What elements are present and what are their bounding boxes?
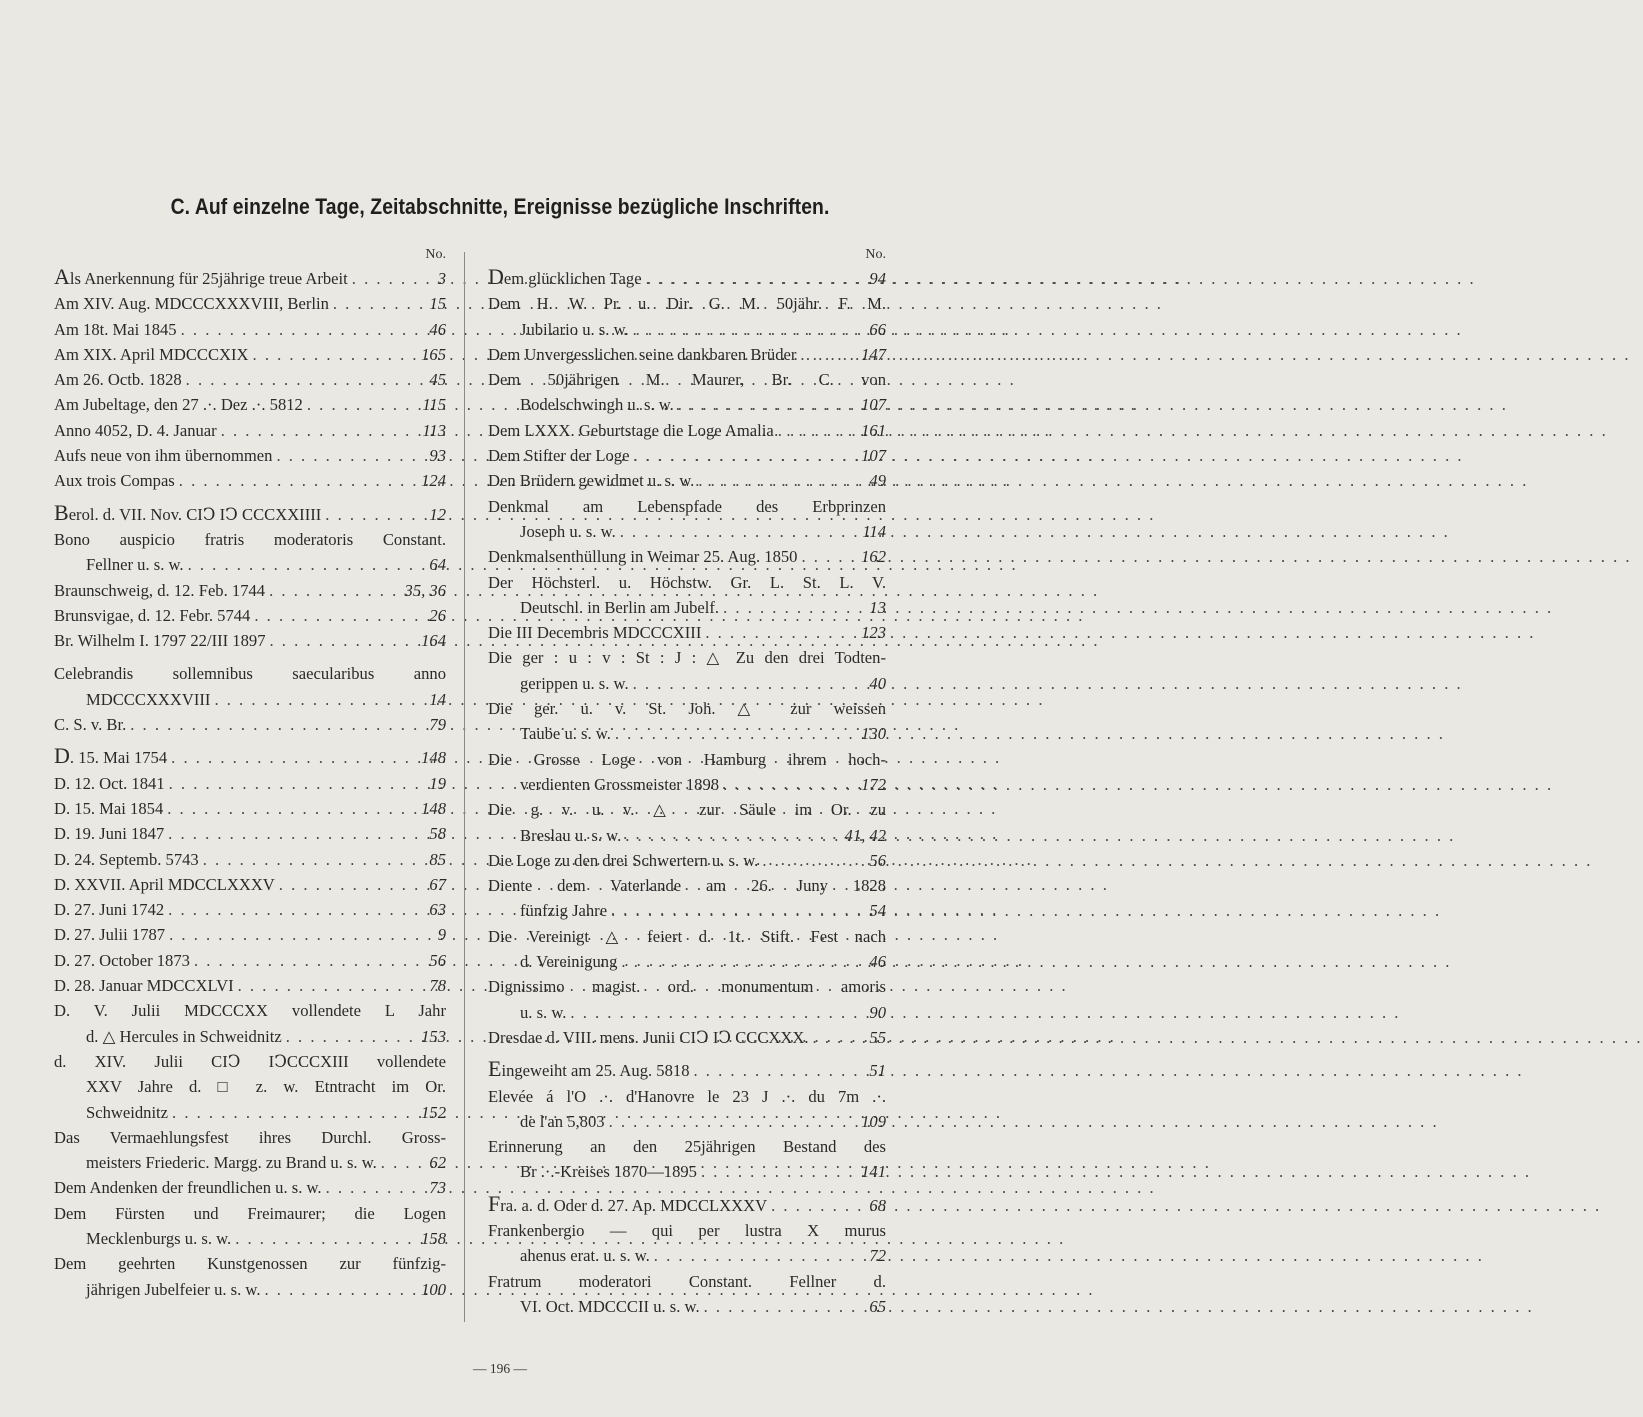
entry-text: Die g. v. u. v. △ zur Säule im Or. zu [488, 800, 886, 820]
index-entry [488, 1025, 886, 1050]
entry-text: D. 27. October 1873 [54, 950, 190, 970]
entry-text: VI. Oct. MDCCCII u. s. w. [520, 1296, 700, 1316]
entry-text: Die III Decembris MDCCCXIII [488, 623, 702, 643]
entry-text: Dem Andenken der freundlichen u. s. w. [54, 1178, 322, 1198]
entry-text: Braunschweig, d. 12. Feb. 1744 [54, 580, 266, 600]
leader-dots [621, 949, 856, 974]
index-entry [54, 342, 446, 367]
leader-dots [609, 1109, 856, 1134]
index-entry [54, 1251, 446, 1302]
leader-dots [254, 603, 416, 628]
entry-text: Dem 50jährigen M. Maurer, Br. C. von [488, 370, 886, 390]
leader-dots [270, 628, 417, 653]
letter-group-gap [54, 737, 446, 745]
leader-dots [704, 1294, 856, 1319]
entry-number: 161 [861, 420, 886, 440]
leader-dots [181, 317, 416, 342]
entry-text: d. Vereinigung [520, 952, 618, 972]
entry-number: 56 [429, 950, 446, 970]
leader-dots [723, 772, 856, 797]
index-entry [54, 771, 446, 796]
leader-dots [238, 973, 416, 998]
entry-text: Bono auspicio fratris moderatoris Constant. [54, 529, 446, 549]
leader-dots [130, 712, 416, 737]
index-entry [54, 712, 446, 737]
entry-number: 13 [869, 597, 886, 617]
entry-text: Deutschl. in Berlin am Jubelf. [520, 597, 720, 617]
entry-text: Dignissimo magist. ord. monumentum amoris [488, 977, 886, 997]
entry-text: Joseph u. s. w. [520, 521, 616, 541]
index-entry [54, 443, 446, 468]
index-entry [54, 745, 446, 770]
letter-group-gap [488, 1185, 886, 1193]
entry-number: 72 [869, 1246, 886, 1266]
leader-dots [654, 1243, 856, 1268]
entry-number: 58 [429, 824, 446, 844]
leader-dots [625, 823, 840, 848]
entry-number: 148 [421, 798, 446, 818]
entry-number: 107 [861, 446, 886, 466]
entry-text: Denkmal am Lebenspfade des Erbprinzen [488, 496, 886, 516]
leader-dots [179, 468, 416, 493]
leader-dots [168, 897, 416, 922]
index-entry [488, 924, 886, 975]
entry-text: D. 27. Julii 1787 [54, 925, 166, 945]
entry-text: Frankenbergio — qui per lustra X murus [488, 1220, 886, 1240]
entry-text: D. 15. Mai 1854 [54, 798, 164, 818]
entry-text: Dem Fürsten und Freimaurer; die Logen [54, 1203, 446, 1223]
index-entry [488, 367, 886, 418]
entry-number: 65 [869, 1296, 886, 1316]
entry-text: fünfzig Jahre [520, 901, 608, 921]
index-entry [488, 1058, 886, 1083]
entry-text: Denkmalsenthüllung in Weimar 25. Aug. 1850 [488, 547, 798, 567]
index-entry [54, 922, 446, 947]
entry-text: Die Vereinigt △ feiert d. 1t. Stift. Fest nach [488, 926, 886, 946]
entry-number: 41, 42 [844, 825, 886, 845]
leader-dots [326, 1175, 416, 1200]
index-entry [54, 1125, 446, 1176]
entry-number: 90 [869, 1002, 886, 1022]
entry-text: Berol. d. VII. Nov. CIↃ IↃ CCCXXIIII [54, 499, 322, 525]
entry-text: D. 27. Juni 1742 [54, 900, 165, 920]
entry-number: 66 [869, 319, 886, 339]
entry-number: 3 [437, 269, 446, 288]
entry-list [488, 266, 886, 1319]
entry-text: Fra. a. d. Oder d. 27. Ap. MDCCLXXXV [488, 1190, 768, 1216]
index-entry [54, 1201, 446, 1252]
leader-dots [169, 771, 416, 796]
leader-dots [203, 847, 416, 872]
entry-number: 73 [429, 1178, 446, 1198]
leader-dots [800, 342, 856, 367]
index-entry [54, 266, 446, 291]
entry-number: 162 [861, 547, 886, 567]
entry-text: verdienten Grossmeister 1898 [520, 774, 720, 794]
index-entry [488, 443, 886, 468]
entry-text: Breslau u. s. w. [520, 825, 622, 845]
section-heading: C. Auf einzelne Tage, Zeitabschnitte, Ereignisse bezügliche Inschriften. [170, 194, 830, 219]
index-entry [54, 796, 446, 821]
entry-text: Dem glücklichen Tage [488, 264, 642, 289]
entry-text: d. XIV. Julii CIↃ IↃCCCXIII vollendete [54, 1051, 446, 1071]
leader-dots [701, 1159, 856, 1184]
index-entry [54, 661, 446, 712]
entry-number: 158 [421, 1228, 446, 1248]
entry-number: 64 [429, 555, 446, 575]
entry-number: 14 [429, 689, 446, 709]
index-entry [54, 1049, 446, 1125]
entry-number: 15 [429, 294, 446, 314]
leader-dots [633, 443, 856, 468]
entry-number: 152 [421, 1102, 446, 1122]
index-entry [488, 1218, 886, 1269]
entry-text: D. XXVII. April MDCCLXXXV [54, 874, 275, 894]
number-column-label: No. [865, 247, 886, 262]
index-entry [54, 973, 446, 998]
entry-text: Erinnerung an den 25jährigen Bestand des [488, 1137, 886, 1157]
entry-text: Am Jubeltage, den 27 .·. Dez .·. 5812 [54, 395, 303, 415]
entry-number: 63 [429, 900, 446, 920]
entry-number: 26 [429, 605, 446, 625]
entry-text: Fratrum moderatori Constant. Fellner d. [488, 1271, 886, 1291]
entry-text: Jubilario u. s. w. [520, 319, 629, 339]
entry-number: 79 [429, 715, 446, 735]
index-column-right [488, 244, 886, 1319]
entry-text: D. 15. Mai 1754 [54, 743, 168, 769]
entry-number: 141 [861, 1162, 886, 1182]
entry-text: Dresdae d. VIII. mens. Junii CIↃ IↃ CCCXXX. [488, 1027, 809, 1047]
letter-group-gap [54, 653, 446, 661]
index-entry [488, 1134, 886, 1185]
leader-dots [698, 468, 856, 493]
entry-text: d. △ Hercules in Schweidnitz [86, 1026, 282, 1046]
entry-text: Bodelschwingh u. s. w. [520, 395, 674, 415]
leader-dots [194, 948, 416, 973]
entry-number: 55 [869, 1027, 886, 1047]
entry-number: 115 [422, 395, 446, 415]
leader-dots [279, 872, 416, 897]
leader-dots [276, 443, 416, 468]
entry-text: Den Brüdern gewidmet u. s. w. [488, 471, 695, 491]
index-entry [488, 974, 886, 1025]
leader-dots [762, 848, 856, 873]
leader-dots [801, 544, 856, 569]
index-column-left [54, 244, 446, 1302]
entry-text: MDCCCXXXVIII [86, 689, 211, 709]
index-entry [54, 291, 446, 316]
page-number: — 196 — [473, 1361, 527, 1376]
leader-dots [307, 392, 416, 417]
entry-text: Am XIV. Aug. MDCCCXXXVIII, Berlin [54, 294, 329, 314]
entry-text: Die ger : u : v : St : J : △ Zu den drei Todten- [488, 648, 886, 668]
index-entry [54, 1175, 446, 1200]
leader-dots [333, 291, 416, 316]
leader-dots [646, 266, 856, 291]
entry-number: 130 [861, 724, 886, 744]
index-entry [488, 747, 886, 798]
leader-dots [221, 418, 416, 443]
index-entry [488, 544, 886, 569]
entry-text: Mecklenburgs u. s. w. [86, 1228, 232, 1248]
index-entry [54, 499, 446, 527]
leader-dots [813, 1025, 856, 1050]
index-entry [54, 847, 446, 872]
leader-dots [171, 745, 416, 770]
entry-number: 35, 36 [404, 580, 446, 600]
letter-group-gap [488, 1050, 886, 1058]
entry-number: 51 [869, 1061, 886, 1081]
index-entry [54, 603, 446, 628]
index-entry [54, 821, 446, 846]
leader-dots [620, 519, 856, 544]
entry-text: Dem H. W. Pr. u. Dir. G. M. 50jähr. F. M. [488, 294, 886, 314]
entry-number: 124 [421, 471, 446, 491]
leader-dots [286, 1024, 416, 1049]
entry-number: 68 [869, 1195, 886, 1215]
entry-text: ahenus erat. u. s. w. [520, 1246, 650, 1266]
index-entry [54, 527, 446, 578]
index-entry [488, 873, 886, 924]
entry-number: 94 [869, 269, 886, 288]
entry-text: Brunsvigae, d. 12. Febr. 5744 [54, 605, 251, 625]
index-entry [54, 468, 446, 493]
entry-number: 148 [421, 748, 446, 768]
leader-dots [214, 687, 416, 712]
entry-text: u. s. w. [520, 1002, 567, 1022]
entry-number: 67 [429, 874, 446, 894]
leader-dots [615, 721, 856, 746]
entry-number: 165 [421, 344, 446, 364]
entry-number: 172 [861, 774, 886, 794]
entry-number: 113 [422, 420, 446, 440]
entry-text: Dem Stifter der Loge [488, 446, 630, 466]
leader-dots [678, 392, 856, 417]
index-entry [488, 342, 886, 367]
leader-dots [169, 922, 416, 947]
entry-number: 114 [862, 521, 886, 541]
entry-number: 123 [861, 623, 886, 643]
entry-number: 153 [421, 1026, 446, 1046]
entry-number: 147 [861, 344, 886, 364]
entry-text: D. 24. Septemb. 5743 [54, 849, 199, 869]
index-entry [488, 696, 886, 747]
entry-number: 109 [861, 1111, 886, 1131]
entry-text: Elevée á l'O .·. d'Hanovre le 23 J .·. du 7m .·. [488, 1086, 886, 1106]
index-entry [54, 578, 446, 603]
entry-number: 93 [429, 446, 446, 466]
entry-text: Die Grosse Loge von Hamburg ihrem hoch- [488, 749, 886, 769]
entry-number: 12 [429, 504, 446, 524]
entry-list [54, 266, 446, 1302]
leader-dots [381, 1150, 416, 1175]
entry-text: Fellner u. s. w. [86, 555, 184, 575]
entry-number: 46 [429, 319, 446, 339]
index-entry [488, 266, 886, 291]
entry-text: jährigen Jubelfeier u. s. w. [86, 1279, 261, 1299]
entry-number: 164 [421, 631, 446, 651]
leader-dots [570, 1000, 856, 1025]
entry-number: 56 [869, 850, 886, 870]
leader-dots [771, 1193, 856, 1218]
index-entry [54, 872, 446, 897]
entry-text: Am 26. Octb. 1828 [54, 370, 182, 390]
entry-text: Eingeweiht am 25. Aug. 5818 [488, 1056, 690, 1082]
index-entry [54, 317, 446, 342]
entry-text: Aufs neue von ihm übernommen [54, 446, 273, 466]
leader-dots [168, 821, 416, 846]
index-entry [54, 998, 446, 1049]
leader-dots [723, 595, 856, 620]
entry-text: Die ger. u. v. St. Joh. △ zur weissen [488, 699, 886, 719]
leader-dots [633, 317, 856, 342]
entry-number: 49 [869, 471, 886, 491]
leader-dots [188, 552, 416, 577]
entry-text: D. 28. Januar MDCCXLVI [54, 976, 234, 996]
index-entry [488, 848, 886, 873]
index-entry [488, 291, 886, 342]
number-column-label: No. [425, 247, 446, 262]
entry-text: Br. Wilhelm I. 1797 22/III 1897 [54, 631, 266, 651]
entry-text: D. 19. Juni 1847 [54, 824, 165, 844]
entry-text: Am XIX. April MDCCCXIX [54, 344, 249, 364]
column-divider [464, 252, 465, 1322]
letter-group-gap [54, 494, 446, 502]
entry-text: Dem Unvergesslichen seine dankbaren Brüder [488, 344, 797, 364]
leader-dots [265, 1277, 417, 1302]
entry-number: 78 [429, 976, 446, 996]
entry-text: meisters Friederic. Margg. zu Brand u. s. w. [86, 1153, 377, 1173]
entry-number: 54 [869, 901, 886, 921]
leader-dots [705, 620, 856, 645]
entry-text: Anno 4052, D. 4. Januar [54, 420, 217, 440]
entry-text: Dem LXXX. Geburtstage die Loge Amalia [488, 420, 774, 440]
index-entry [488, 468, 886, 493]
entry-text: Schweidnitz [86, 1102, 169, 1122]
leader-dots [611, 898, 856, 923]
entry-number: 9 [437, 925, 446, 945]
entry-text: Als Anerkennung für 25jährige treue Arbeit [54, 264, 348, 289]
index-entry [54, 367, 446, 392]
index-entry [54, 897, 446, 922]
entry-text: C. S. v. Br. [54, 715, 127, 735]
entry-number: 46 [869, 952, 886, 972]
leader-dots [172, 1100, 416, 1125]
leader-dots [694, 1058, 857, 1083]
leader-dots [633, 671, 856, 696]
leader-dots [325, 502, 416, 527]
entry-number: 107 [861, 395, 886, 415]
entry-text: Br .·.-Kreises 1870—1895 [520, 1162, 697, 1182]
index-entry [54, 948, 446, 973]
entry-text: Dem geehrten Kunstgenossen zur fünfzig- [54, 1254, 446, 1274]
entry-text: D. 12. Oct. 1841 [54, 773, 165, 793]
index-entry [54, 392, 446, 417]
entry-text: D. V. Julii MDCCCXX vollendete L Jahr [54, 1001, 446, 1021]
leader-dots [186, 367, 416, 392]
entry-text: Taube u. s. w. [520, 724, 611, 744]
leader-dots [269, 578, 400, 603]
entry-text: Diente dem Vaterlande am 26. Juny 1828 [488, 876, 886, 896]
entry-number: 40 [869, 673, 886, 693]
entry-text: Am 18t. Mai 1845 [54, 319, 177, 339]
entry-number: 45 [429, 370, 446, 390]
leader-dots [167, 796, 416, 821]
leader-dots [778, 418, 856, 443]
index-entry [54, 418, 446, 443]
leader-dots [235, 1226, 416, 1251]
index-entry [488, 1084, 886, 1135]
index-entry [488, 418, 886, 443]
entry-text: Das Vermaehlungsfest ihres Durchl. Gross- [54, 1127, 446, 1147]
leader-dots [352, 266, 416, 291]
index-entry [488, 620, 886, 645]
index-entry [488, 570, 886, 621]
index-entry [54, 628, 446, 653]
entry-text: de l'an 5,803 [520, 1111, 605, 1131]
entry-number: 19 [429, 773, 446, 793]
entry-text: Der Höchsterl. u. Höchstw. Gr. L. St. L. V. [488, 572, 886, 592]
entry-text: Aux trois Compas [54, 471, 175, 491]
entry-text: gerippen u. s. w. [520, 673, 629, 693]
index-entry [488, 1269, 886, 1320]
entry-text: Die Loge zu den drei Schwertern u. s. w. [488, 850, 759, 870]
index-entry [488, 645, 886, 696]
entry-number: 100 [421, 1279, 446, 1299]
index-entry [488, 797, 886, 848]
index-entry [488, 494, 886, 545]
entry-number: 62 [429, 1153, 446, 1173]
leader-dots [253, 342, 416, 367]
index-entry [488, 1190, 886, 1218]
entry-text: XXV Jahre d. □ z. w. Etntracht im Or. [86, 1077, 446, 1097]
entry-text: Celebrandis sollemnibus saecularibus anno [54, 664, 446, 684]
entry-number: 85 [429, 849, 446, 869]
